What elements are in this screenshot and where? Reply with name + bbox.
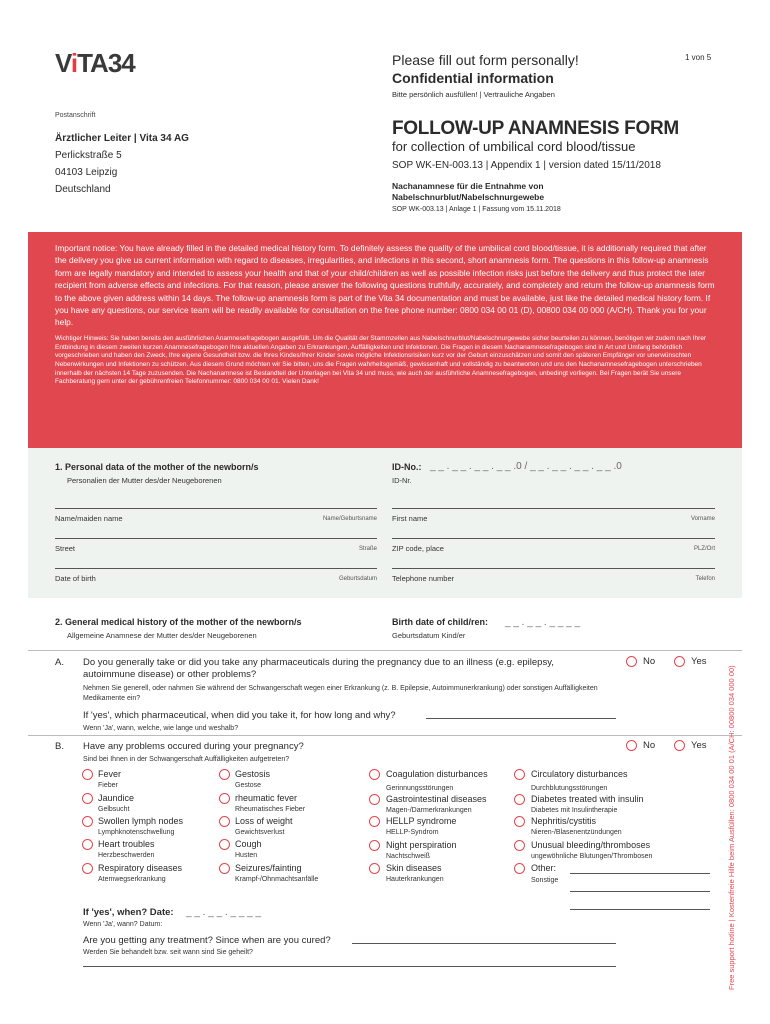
respiratory-label: Respiratory diseases	[98, 863, 183, 873]
diabetes-label: Diabetes treated with insulin	[531, 794, 644, 804]
birth-date-field[interactable]: _ _ . _ _ . _ _ _ _	[505, 617, 581, 628]
id-label-de: ID-Nr.	[392, 476, 412, 485]
qa-yes-radio[interactable]	[674, 656, 685, 667]
jaundice-radio[interactable]	[82, 793, 93, 804]
dob-label: Date of birth	[55, 574, 96, 583]
question-b-de: Sind bei Ihnen in der Schwangerschaft Auffälligkeiten aufgetreten?	[83, 756, 290, 763]
nephritis-radio[interactable]	[514, 816, 525, 827]
nephritis-label-de: Nieren-/Blasenentzündungen	[531, 829, 622, 836]
other-label-de: Sonstige	[531, 877, 559, 884]
gestosis-radio[interactable]	[219, 769, 230, 780]
weight-loss-radio[interactable]	[219, 816, 230, 827]
vita34-logo: ViTA34	[55, 48, 135, 78]
seizures-label: Seizures/fainting	[235, 863, 302, 873]
jaundice-label: Jaundice	[98, 793, 135, 803]
address-line: Ärztlicher Leiter | Vita 34 AG	[55, 133, 189, 144]
treatment-question: Are you getting any treatment? Since when are you cured?	[83, 935, 331, 946]
sop-version: SOP WK-EN-003.13 | Appendix 1 | version dated 15/11/2018	[392, 160, 661, 171]
street-label: Street	[55, 544, 76, 553]
other-line-3[interactable]	[570, 909, 710, 910]
fever-label-de: Fieber	[98, 782, 118, 789]
qb-yes-radio[interactable]	[674, 740, 685, 751]
fever-radio[interactable]	[82, 769, 93, 780]
sop-version-de: SOP WK-003.13 | Anlage 1 | Fassung vom 15.11.2018	[392, 206, 561, 213]
hellp-radio[interactable]	[369, 816, 380, 827]
qa-yes-label: Yes	[691, 656, 707, 667]
seizures-radio[interactable]	[219, 863, 230, 874]
hellp-label-de: HELLP-Syndrom	[386, 829, 439, 836]
phone-label-de: Telefon	[695, 576, 715, 582]
respiratory-label-de: Atemwegserkrankung	[98, 876, 166, 883]
form-title-de	[392, 181, 544, 203]
section1-title: 1. Personal data of the mother of the newborn/s	[55, 462, 259, 472]
section2-subtitle: Allgemeine Anamnese der Mutter des/der Neugeborenen	[67, 631, 257, 640]
coagulation-label: Coagulation disturbances	[386, 769, 488, 779]
cough-radio[interactable]	[219, 839, 230, 850]
respiratory-radio[interactable]	[82, 863, 93, 874]
gastro-label-de: Magen-/Darmerkrankungen	[386, 807, 472, 814]
other-line-2[interactable]	[570, 891, 710, 892]
phone-line[interactable]	[392, 568, 715, 569]
section2-title: 2. General medical history of the mother of the newborn/s	[55, 617, 302, 627]
qb-no-radio[interactable]	[626, 740, 637, 751]
weight-loss-label-de: Gewichtsverlust	[235, 829, 285, 836]
address-line: 04103 Leipzig	[55, 167, 118, 178]
circulatory-label: Circulatory disturbances	[531, 769, 628, 779]
address-line: Deutschland	[55, 184, 111, 195]
rheumatic-label: rheumatic fever	[235, 793, 298, 803]
when-date-field[interactable]: _ _ . _ _ . _ _ _ _	[186, 907, 262, 918]
diabetes-label-de: Diabetes mit Insulintherapie	[531, 807, 618, 814]
divider	[28, 735, 742, 736]
address-line: Perlickstraße 5	[55, 150, 122, 161]
dob-line[interactable]	[55, 568, 377, 569]
circulatory-label-de: Durchblutungsstörungen	[531, 785, 608, 792]
question-b-letter: B.	[55, 741, 64, 752]
coagulation-label-de: Gerinnungsstörungen	[386, 785, 454, 792]
bleeding-radio[interactable]	[514, 840, 525, 851]
diabetes-radio[interactable]	[514, 794, 525, 805]
bleeding-label-de: ungewöhnliche Blutungen/Thrombosen	[531, 853, 653, 860]
hellp-label: HELLP syndrome	[386, 816, 457, 826]
name-label: Name/maiden name	[55, 514, 123, 523]
question-a-text: Do you generally take or did you take any pharmaceuticals during the pregnancy due to an illness (e.g. epilepsy, autoimmune disease) or other problems?	[83, 657, 554, 680]
zip-label: ZIP code, place	[392, 544, 444, 553]
heart-label-de: Herzbeschwerden	[98, 852, 155, 859]
other-line-1[interactable]	[570, 873, 710, 874]
lymph-radio[interactable]	[82, 816, 93, 827]
qa-no-label: No	[643, 656, 656, 667]
firstname-label: First name	[392, 514, 428, 523]
skin-label: Skin diseases	[386, 863, 442, 873]
circulatory-radio[interactable]	[514, 769, 525, 780]
coagulation-radio[interactable]	[369, 769, 380, 780]
heart-radio[interactable]	[82, 839, 93, 850]
section1-subtitle: Personalien der Mutter des/der Neugeborenen	[67, 476, 222, 485]
gastro-label: Gastrointestinal diseases	[386, 794, 487, 804]
heart-label: Heart troubles	[98, 839, 155, 849]
form-title-de-line: Nachanamnese für die Entnahme von	[392, 181, 544, 191]
question-a-followup: If 'yes', which pharmaceutical, when did you take it, for how long and why?	[83, 710, 396, 721]
address-label: Postanschrift	[55, 112, 96, 119]
qb-yes-label: Yes	[691, 740, 707, 751]
zip-line[interactable]	[392, 538, 715, 539]
gestosis-label: Gestosis	[235, 769, 271, 779]
birth-date-label: Birth date of child/ren:	[392, 617, 489, 627]
postal-address	[55, 130, 189, 198]
header-confidential: Confidential information	[392, 70, 554, 86]
firstname-line[interactable]	[392, 508, 715, 509]
gastro-radio[interactable]	[369, 794, 380, 805]
header-title: Please fill out form personally!	[392, 52, 579, 68]
street-label-de: Straße	[358, 546, 377, 552]
seizures-label-de: Krampf-/Ohnmachtsanfälle	[235, 876, 319, 883]
form-title-de-line: Nabelschnurblut/Nabelschnurgewebe	[392, 192, 545, 202]
phone-label: Telephone number	[392, 574, 455, 583]
name-label-de: Name/Geburtsname	[322, 516, 377, 522]
header-subtitle-de: Bitte persönlich ausfüllen! | Vertrauliche Angaben	[392, 90, 555, 99]
question-a-letter: A.	[55, 657, 64, 668]
notice-de: Wichtiger Hinweis: Sie haben bereits den ausführlichen Anamnesefragebogen ausgefüllt. Um die Qualität der Stammzellen aus Nabelschnurblut/Nabelschnurgewebe sicher beurteilen zu können, benötigen wir zudem nach Ihrer Entbindung in diesem zweiten kurzen Anamnesefragebogen Ihre aktuellen Angaben zu Erkrankungen, Auffälligkeiten und Infektionen. Die Fragen in diesem Nachanamnesefragebogen sind in Art und Umfang behördlich vorgeschrieben und haben den Zweck, Ihre eigene Gesundheit bzw. die Ihres Kindes/Ihrer Kinder sowie mögliche Infektionsrisiken kurz vor der Geburt einzuschätzen und somit den späteren Empfänger vor unerwünschten Nebenwirkungen und Infektionen zu schützen. Aus diesem Grund möchten wir Sie bitten, uns die Fragen wahrheitsgemäß, gewissenhaft und vollständig zu beantworten und uns den Nachanamnesefragebogen unterschrieben innerhalb der nächsten 14 Tage zuzusenden. Die Nachanamnese ist Bestandteil der Unterlagen bei Vita 34 und muss, wie auch der ausführliche Anamnesefragebogen, unbedingt vorliegen. Bei Fragen berät Sie unsere Fachberatung gern unter der gebührenfreien Telefonnummer: 0800 034 00 01. Vielen Dank!	[55, 334, 707, 386]
qa-no-radio[interactable]	[626, 656, 637, 667]
rheumatic-label-de: Rheumatisches Fieber	[235, 806, 306, 813]
important-notice	[28, 232, 742, 448]
night-perspiration-label-de: Nachtschweiß	[386, 853, 430, 860]
qb-no-label: No	[643, 740, 656, 751]
bleeding-label: Unusual bleeding/thromboses	[531, 840, 651, 850]
skin-label-de: Hauterkrankungen	[386, 876, 444, 883]
cough-label: Cough	[235, 839, 262, 849]
zip-label-de: PLZ/Ort	[693, 546, 715, 552]
firstname-label-de: Vorname	[690, 516, 715, 522]
question-a-followup-de: Wenn 'Ja', wann, welche, wie lange und weshalb?	[83, 725, 239, 732]
question-b-text: Have any problems occured during your pregnancy?	[83, 741, 304, 752]
street-line[interactable]	[55, 538, 377, 539]
jaundice-label-de: Gelbsucht	[98, 806, 130, 813]
night-perspiration-radio[interactable]	[369, 840, 380, 851]
birth-date-label-de: Geburtsdatum Kind/er	[392, 631, 466, 640]
id-number-field[interactable]: _ _ . _ _ . _ _ . _ _ .0 / _ _ . _ _ . _ _ . _ _ .0	[430, 461, 622, 472]
qa-followup-line[interactable]	[426, 718, 616, 719]
other-label: Other:	[531, 863, 557, 873]
nephritis-label: Nephritis/cystitis	[531, 816, 597, 826]
gestosis-label-de: Gestose	[235, 782, 262, 789]
page-number: 1 von 5	[685, 53, 712, 62]
treatment-question-de: Werden Sie behandelt bzw. seit wann sind Sie geheilt?	[83, 949, 253, 956]
lymph-label: Swollen lymph nodes	[98, 816, 184, 826]
cough-label-de: Husten	[235, 852, 258, 859]
fever-label: Fever	[98, 769, 122, 779]
when-label-de: Wenn 'Ja', wann? Datum:	[83, 921, 163, 928]
treatment-line-2[interactable]	[83, 966, 616, 967]
night-perspiration-label: Night perspiration	[386, 840, 457, 850]
lymph-label-de: Lymphknotenschwellung	[98, 829, 175, 836]
treatment-line[interactable]	[352, 943, 616, 944]
notice-en: Important notice: You have already filled in the detailed medical history form. To definitely assess the quality of the umbilical cord blood/tissue, it is additionally required that after the delivery you give us current information with regard to diseases, irregularities, and infections in this second, short anamnesis form. The questions in this follow-up anamnesis form are legally mandatory and intended to assess your health and that of your child/children as well as possible infection risks just before the delivery and thus protect the later recipient from adverse effects and infections. For that reason, please answer the following questions truthfully, accurately, and completely and return the follow-up anamnesis form to the above given address within 14 days. The follow-up anamnesis form is part of the Vita 34 documentation and must be available, just like the detailed medical history form. If you have any questions, our service team will be readily available for consultation on the free phone number: 0800 034 00 01 (D), 00800 034 00 000 (A/CH). Thank you for your help.	[55, 243, 715, 328]
other-radio[interactable]	[514, 863, 525, 874]
form-title: FOLLOW-UP ANAMNESIS FORM	[392, 118, 679, 139]
weight-loss-label: Loss of weight	[235, 816, 293, 826]
dob-label-de: Geburtsdatum	[338, 576, 377, 582]
name-line[interactable]	[55, 508, 377, 509]
form-subtitle: for collection of umbilical cord blood/tissue	[392, 139, 636, 154]
rheumatic-radio[interactable]	[219, 793, 230, 804]
divider	[28, 650, 742, 651]
question-a-de: Nehmen Sie generell, oder nahmen Sie während der Schwangerschaft wegen einer Erkrankung (z. B. Epilepsie, Autoimmunerkrankung) oder sonstigen Auffälligkeiten Medikamente ein?	[83, 685, 598, 702]
support-hotline-note: Free support hotline | Kostenfreie Hilfe beim Ausfüllen: 0800 034 00 01 (A/CH: 00800 034 000 00)	[727, 665, 736, 990]
skin-radio[interactable]	[369, 863, 380, 874]
id-label: ID-No.:	[392, 462, 422, 472]
when-label: If 'yes', when? Date:	[83, 907, 174, 918]
